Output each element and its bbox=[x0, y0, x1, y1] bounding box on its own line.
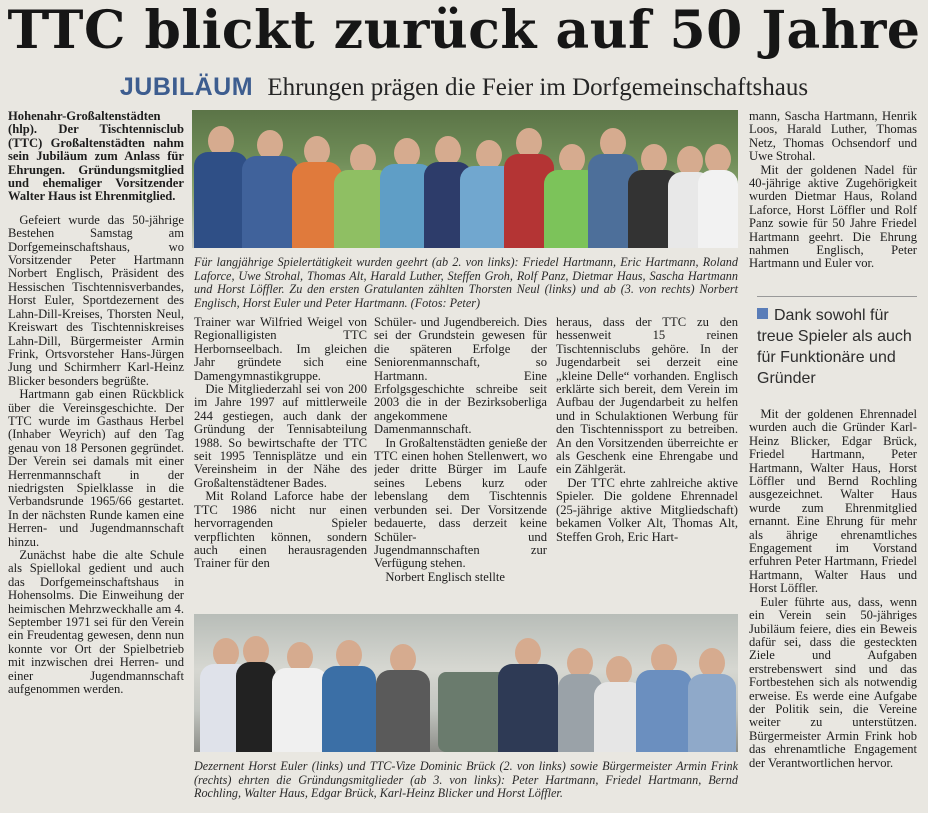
paragraph: Der TTC ehrte zahlreiche aktive Spieler. Die goldene Ehrennadel (25-jährige aktive Mitgliedschaft) bekamen Volker Alt, Thomas Alt, Steffen Groh, Eric Hart- bbox=[556, 475, 738, 544]
photo-founding-members bbox=[194, 614, 738, 752]
square-bullet-icon bbox=[757, 308, 768, 319]
column-5-top bbox=[749, 110, 917, 290]
paragraph: Trainer war Wilfried Weigel von Regionalligisten TTC Herbornseelbach. Im gleichen Jahr gründete sich eine Damengymnastikgruppe. bbox=[194, 316, 367, 383]
headline: TTC blickt zurück auf 50 Jahre bbox=[7, 0, 921, 61]
divider bbox=[757, 296, 917, 297]
paragraph: Hartmann gab einen Rückblick über die Vereinsgeschichte. Der TTC wurde im Gasthaus Herbel (Inhaber Weyrich) auf den Tag genau von 18 Personen gegründet. Der Verein sei damals mit einer Herrenmannschaft in der niedrigsten Spielklasse in die Verbandsrunde 1965/66 gestartet. In der nächsten Runde kamen eine Herren- und Jugendmannschaft hinzu. bbox=[8, 387, 184, 549]
person-figure bbox=[376, 644, 430, 752]
caption-photo-1: Für langjährige Spielertätigkeit wurden geehrt (ab 2. von links): Friedel Hartmann, Eric Hartmann, Roland Laforce, Uwe Strohal, Thomas Alt, Harald Luther, Steffen Groh, Rolf Panz, Dietmar Haus, Sascha Hartmann und Horst Löffler. Zu den ersten Gratulanten zählten Thorsten Neul (links) und ab (3. von rechts) Norbert Englisch, Horst Euler und Peter Hartmann. (Fotos: Peter) bbox=[194, 255, 738, 310]
person-figure bbox=[242, 130, 298, 248]
person-figure bbox=[498, 638, 558, 752]
paragraph: Schüler- und Jugendbereich. Dies sei der Grundstein gewesen für die späteren Erfolge der Seniorenmannschaft, so Hartmann. Eine Erfolgsgeschichte schreibe seit 2003 die in der Bezirksoberliga angekommene Damenmannschaft. bbox=[374, 316, 547, 437]
subheadline-row bbox=[0, 70, 928, 104]
person-figure bbox=[688, 648, 736, 752]
paragraph: heraus, dass der TTC zu den hessenweit 15 reinen Tischtennisclubs gehöre. In der Jugendarbeit sei derzeit eine „kleine Delle“ vorhanden. Englisch erklärte sich bereit, dem Verein im Aufbau der Jugendarbeit zu helfen und in Schulaktionen Werbung für den Tischtennissport zu betreiben. An den Vorsitzenden überreichte er als Geschenk eine Ehrengabe und ein Zählgerät. bbox=[556, 316, 738, 477]
paragraph: mann, Sascha Hartmann, Henrik Loos, Harald Luther, Thomas Netz, Thomas Ochsendorf und Uwe Strohal. bbox=[749, 110, 917, 164]
paragraph: Zunächst habe die alte Schule als Spiellokal gedient und auch das Dorfgemeinschaftshaus in Hohensolms. Die Einweihung der heimischen Mehrzweckhalle am 4. September 1971 sei für den Verein ein Freudentag gewesen, denn nun konnte vor Ort der Spielbetrieb mit inzwischen drei Herren- und einer Jugendmannschaft aufgenommen werden. bbox=[8, 548, 184, 697]
subheadline: Ehrungen prägen die Feier im Dorfgemeinschaftshaus bbox=[267, 74, 809, 101]
photo-honored-players bbox=[192, 110, 738, 248]
person-figure bbox=[236, 636, 276, 752]
person-figure bbox=[272, 642, 328, 752]
column-4 bbox=[556, 316, 738, 606]
lead-paragraph: Hohenahr-Großaltenstädten (hlp). Der Tischtennisclub (TTC) Großaltenstädten nahm sein Jubiläum zum Anlass für Ehrungen. Gründungsmitglied und ehemaliger Vorsitzender Walter Haus ist Ehrenmitglied. bbox=[8, 110, 184, 204]
paragraph: Mit der goldenen Nadel für 40-jährige aktive Zugehörigkeit wurden Dietmar Haus, Roland Laforce, Horst Löffler und Rolf Panz sowie für 50 Jahre Friedel Hartmann geehrt. Die Ehrung nahmen Englisch, Peter Hartmann und Euler vor. bbox=[749, 162, 917, 271]
paragraph: Gefeiert wurde das 50-jährige Bestehen Samstag am Dorfgemeinschaftshaus, wo Vorsitzender Peter Hartmann Norbert Englisch, Präsident des Hessischen Tischtennisverbandes, Horst Euler, Sportdezernent des Lahn-Dill-Kreises, Thorsten Neul, Kreiswart des Tischtenniskreises Lahn-Dill, Bürgermeister Armin Frink, Ortsvorsteher Hans-Jürgen Jung und Schirmherr Karl-Heinz Blicker besonders begrüßte. bbox=[8, 212, 184, 388]
paragraph: Euler führte aus, dass, wenn ein Verein sein 50-jähriges Jubiläum feiere, dies ein Beweis dafür sei, dass die gesteckten Ziele und Aufgaben erstrebenswert sind und das Fortbestehen sich als notwendig erweise. Es werde eine Aufgabe der Politik sein, die Vereine weiter zu unterstützen. Bürgermeister Armin Frink hob das ehrenamtliche Engagement der Verantwortlichen hervor. bbox=[749, 594, 917, 770]
person-figure bbox=[636, 644, 692, 752]
column-1 bbox=[8, 110, 184, 810]
kicker: JUBILÄUM bbox=[119, 73, 254, 101]
column-5-bottom bbox=[749, 408, 917, 810]
paragraph: In Großaltenstädten genieße der TTC einen hohen Stellenwert, wo jeder dritte Bürger im Laufe seines Lebens kurz oder lebenslang dem Tischtennis verbunden sei. Der Vorsitzende bedauerte, dass derzeit keine Schüler- und Jugendmannschaften zur Verfügung stehen. bbox=[374, 435, 547, 571]
paragraph: Die Mitgliederzahl sei von 200 im Jahre 1997 auf mittlerweile 244 gestiegen, auch dank der Gründung der Tennisabteilung 1988. So bewirtschafte der TTC seit 1995 Tennisplätze und ein Vereinsheim in der Nähe des Großaltenstädtener Bades. bbox=[194, 382, 367, 490]
person-figure bbox=[194, 126, 248, 248]
column-3 bbox=[374, 316, 547, 606]
person-figure bbox=[322, 640, 376, 752]
paragraph: Norbert Englisch stellte bbox=[385, 569, 505, 584]
column-2 bbox=[194, 316, 367, 606]
paragraph: Mit der goldenen Ehrennadel wurden auch die Gründer Karl-Heinz Blicker, Edgar Brück, Friedel Hartmann, Peter Hartmann, Walter Haus, Horst Löffler und Bernd Rochling ausgezeichnet. Walter Haus wurde zum Ehrenmitglied ernannt. Eine Ehrung für mehr als ährige ehrenamtliches Engagement im Vorstand erfuhren Peter Hartmann, Friedel Hartmann, Walter Haus und Horst Löffler. bbox=[749, 408, 917, 596]
paragraph: Mit Roland Laforce habe der TTC 1986 nicht nur einen hervorragenden Spieler verpflichten können, sondern auch einen herausragenden Trainer für den bbox=[194, 489, 367, 571]
caption-photo-2: Dezernent Horst Euler (links) und TTC-Vize Dominic Brück (2. von links) sowie Bürgermeister Armin Frink (rechts) ehrten die Gründungsmitglieder (ab 3. von links): Peter Hartmann, Friedel Hartmann, Bernd Rochling, Walter Haus, Edgar Brück, Karl-Heinz Blicker und Horst Löffler. bbox=[194, 759, 738, 801]
person-figure bbox=[698, 144, 738, 248]
pull-quote: Dank sowohl für treue Spieler als auch für Funktionäre und Gründer bbox=[757, 307, 912, 387]
